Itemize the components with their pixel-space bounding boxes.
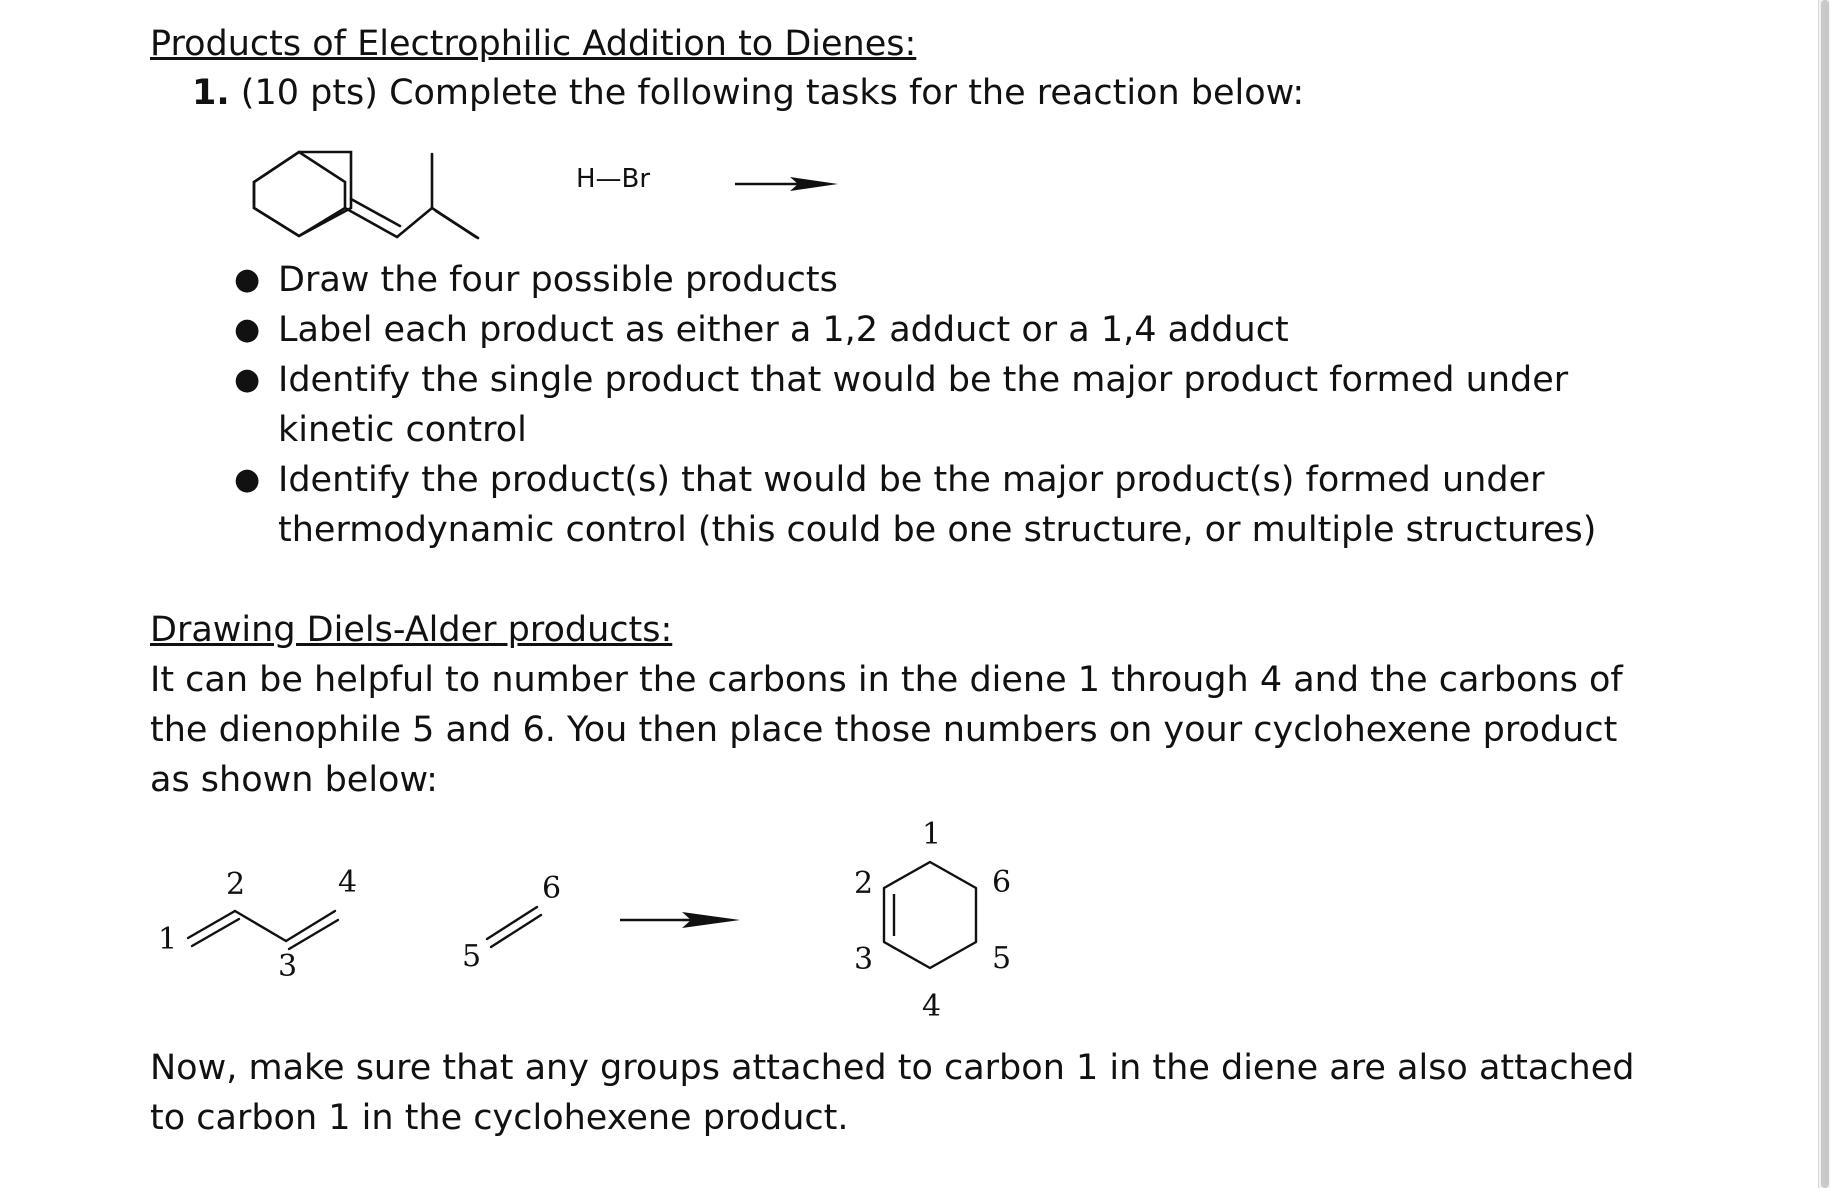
product-carbon-3-label: 3: [854, 942, 874, 977]
product-carbon-4-label: 4: [922, 989, 942, 1024]
question-number: 1.: [192, 73, 230, 113]
task-item: [231, 305, 1651, 355]
section-heading-diels-alder: Drawing Diels-Alder products:: [150, 610, 673, 650]
bullet-icon: ●: [234, 462, 261, 497]
dienophile-carbon-6-label: 6: [542, 871, 562, 906]
question-text: (10 pts) Complete the following tasks for the reaction below:: [240, 73, 1305, 113]
task-item: [231, 455, 1651, 555]
product-carbon-2-label: 2: [854, 866, 874, 901]
diene-structure: [254, 152, 478, 244]
diene-carbon-4-label: 4: [338, 865, 358, 900]
question-1: [192, 73, 1305, 113]
product-carbon-6-label: 6: [992, 865, 1012, 900]
product-carbon-1-label: 1: [922, 817, 942, 852]
bullet-icon: ●: [234, 262, 261, 297]
bullet-icon: ●: [234, 312, 261, 347]
section-heading-electrophilic-addition: Products of Electrophilic Addition to Dienes:: [150, 24, 917, 64]
task-item: [231, 355, 1651, 455]
reaction-scheme-hbr: [240, 140, 860, 250]
diene-carbon-3-label: 3: [278, 949, 298, 984]
bullet-icon: ●: [234, 362, 261, 397]
reaction-arrow: [735, 177, 838, 191]
dienophile-carbon-5-label: 5: [462, 939, 482, 974]
task-item: [231, 255, 1651, 305]
diels-alder-closing-note: Now, make sure that any groups attached to carbon 1 in the diene are also attached to carbon 1 in the cyclohexene product.: [150, 1048, 1635, 1138]
diels-alder-scheme: [150, 810, 1050, 1040]
reagent-hbr: H—Br: [576, 164, 651, 194]
diene-structure: [188, 911, 338, 949]
task-text: Label each product as either a 1,2 adduct or a 1,4 adduct: [278, 310, 1289, 350]
scrollbar-thumb[interactable]: [1821, 0, 1829, 1188]
diene-carbon-2-label: 2: [226, 867, 246, 902]
task-text: Draw the four possible products: [278, 260, 838, 300]
diels-alder-intro: It can be helpful to number the carbons in the diene 1 through 4 and the carbons of the dienophile 5 and 6. You then place those numbers on your cyclohexene product as shown below:: [150, 660, 1623, 800]
cyclohexene-product: [884, 862, 976, 968]
task-text: Identify the single product that would be the major product formed under kinetic control: [278, 360, 1569, 450]
diene-carbon-1-label: 1: [158, 922, 178, 957]
task-list: [231, 255, 1651, 555]
product-carbon-5-label: 5: [992, 941, 1012, 976]
dienophile-structure: [487, 907, 541, 947]
vertical-scrollbar[interactable]: [1818, 0, 1830, 1188]
reaction-arrow: [620, 912, 740, 928]
task-text: Identify the product(s) that would be the major product(s) formed under thermodynamic control (this could be one structure, or multiple structures): [278, 460, 1597, 550]
